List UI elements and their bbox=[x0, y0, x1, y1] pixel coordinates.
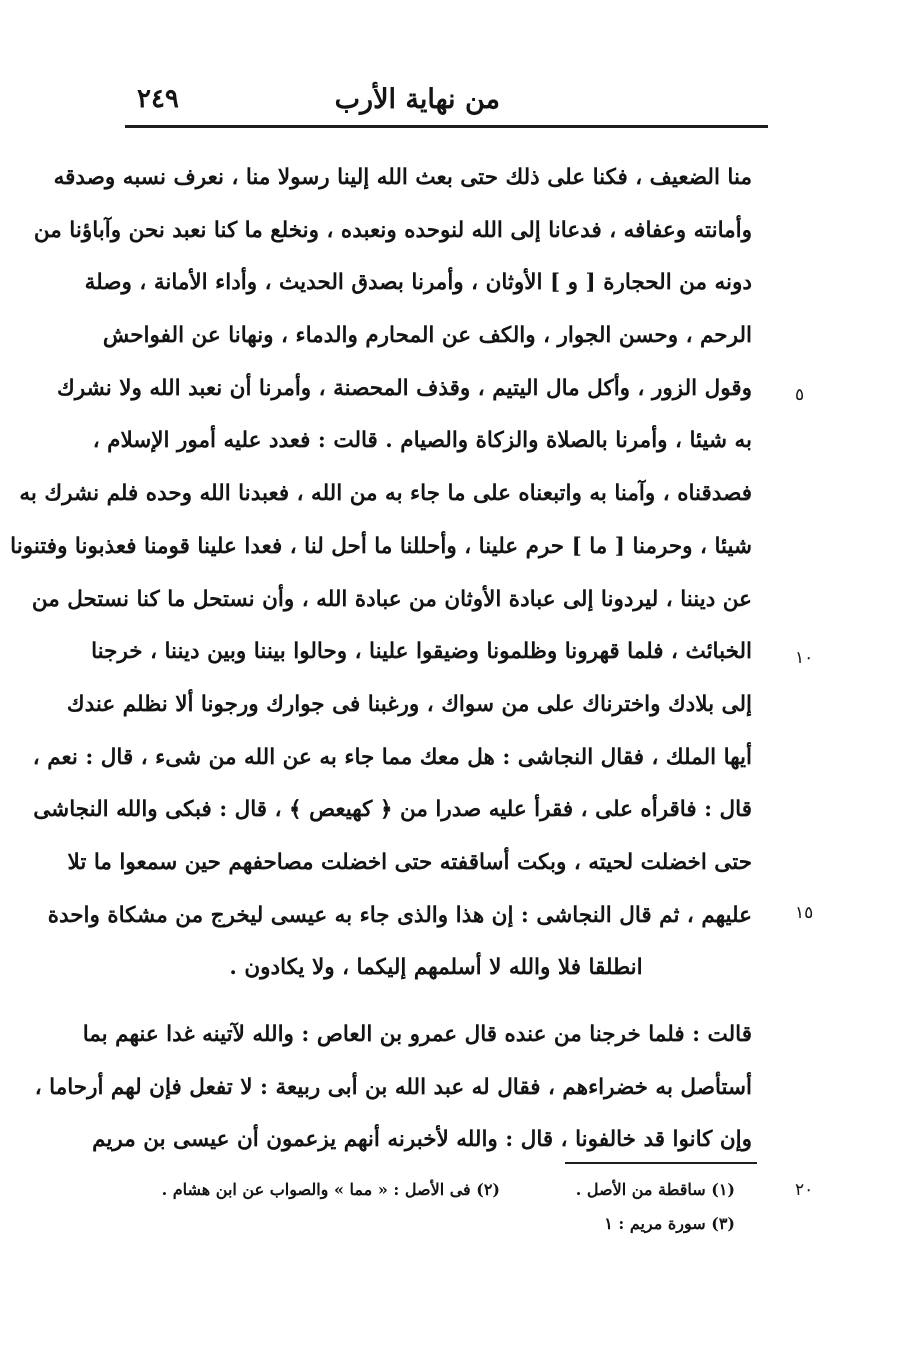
footnote-rule bbox=[565, 1162, 757, 1164]
text-line: حتى اخضلت لحيته ، وبكت أساقفته حتى اخضلت مصاحفهم حين سمعوا ما تلا bbox=[67, 849, 752, 875]
footnotes bbox=[160, 1173, 735, 1241]
footnote-row bbox=[160, 1173, 735, 1207]
text-line: منا الضعيف ، فكنا على ذلك حتى بعث الله إلينا رسولا منا ، نعرف نسبه وصدقه bbox=[53, 165, 752, 190]
footnote-3: (٣) سورة مريم : ١ bbox=[604, 1214, 735, 1233]
text-line: أيها الملك ، فقال النجاشى : هل معك مما جاء به عن الله من شىء ، قال : نعم ، bbox=[32, 744, 752, 770]
text-line: قالت : فلما خرجنا من عنده قال عمرو بن العاص : والله لآتينه غدا عنهم بما bbox=[82, 1022, 752, 1047]
text-line: الخبائث ، فلما قهرونا وظلمونا وضيقوا علينا ، وحالوا بيننا وبين ديننا ، خرجنا bbox=[91, 639, 752, 665]
line-number: ٥ bbox=[795, 385, 805, 405]
text-line: قال : فاقرأه على ، فقرأ عليه صدرا من ﴿ كهيعص ﴾ ، قال : فبكى والله النجاشى bbox=[33, 797, 752, 823]
page-number: ٢٤٩ bbox=[137, 84, 179, 114]
text-line: شيئا ، وحرمنا [ ما ] حرم علينا ، وأحللنا ما أحل لنا ، فعدا علينا قومنا فعذبونا وفتنونا bbox=[10, 533, 752, 559]
header-rule bbox=[125, 125, 768, 128]
text-line: إلى بلادك واخترناك على من سواك ، ورغبنا فى جوارك ورجونا ألا نظلم عندك bbox=[66, 691, 752, 717]
text-line: عليهم ، ثم قال النجاشى : إن هذا والذى جاء به عيسى ليخرج من مشكاة واحدة bbox=[47, 902, 752, 928]
text-line: دونه من الحجارة [ و ] الأوثان ، وأمرنا بصدق الحديث ، وأداء الأمانة ، وصلة bbox=[84, 270, 752, 296]
page-header bbox=[125, 78, 765, 124]
text-line: أستأصل به خضراءهم ، فقال له عبد الله بن أبى ربيعة : لا تفعل فإن لهم أرحاما ، bbox=[34, 1074, 752, 1100]
text-line: الرحم ، وحسن الجوار ، والكف عن المحارم والدماء ، ونهانا عن الفواحش bbox=[102, 323, 752, 349]
text-line: وإن كانوا قد خالفونا ، قال : والله لأخبرنه أنهم يزعمون أن عيسى بن مريم bbox=[92, 1127, 752, 1153]
text-line: وقول الزور ، وأكل مال اليتيم ، وقذف المحصنة ، وأمرنا أن نعبد الله ولا نشرك bbox=[57, 375, 752, 401]
text-line: وأمانته وعفافه ، فدعانا إلى الله لنوحده ونعبده ، ونخلع ما كنا نعبد نحن وآباؤنا من bbox=[33, 217, 752, 243]
text-line: به شيئا ، وأمرنا بالصلاة والزكاة والصيام . قالت : فعدد عليه أمور الإسلام ، bbox=[92, 428, 752, 454]
running-title: من نهاية الأرب bbox=[334, 84, 500, 115]
line-number: ٢٠ bbox=[795, 1180, 814, 1200]
text-line: انطلقا فلا والله لا أسلمهم إليكما ، ولا يكادون . bbox=[229, 955, 643, 981]
text-line: فصدقناه ، وآمنا به واتبعناه على ما جاء به من الله ، فعبدنا الله وحده فلم نشرك به bbox=[19, 481, 752, 507]
paragraph-gap bbox=[120, 995, 752, 1009]
line-number: ١٥ bbox=[795, 903, 814, 923]
footnote-1: (١) ساقطة من الأصل . bbox=[575, 1180, 735, 1199]
footnote-2: (٢) فى الأصل : « مما » والصواب عن ابن هشام . bbox=[161, 1180, 500, 1199]
footnote-row bbox=[160, 1207, 735, 1241]
text-line: عن ديننا ، ليردونا إلى عبادة الأوثان من عبادة الله ، وأن نستحل ما كنا نستحل من bbox=[31, 586, 752, 612]
line-number: ١٠ bbox=[795, 648, 814, 668]
main-text bbox=[10, 152, 752, 1167]
